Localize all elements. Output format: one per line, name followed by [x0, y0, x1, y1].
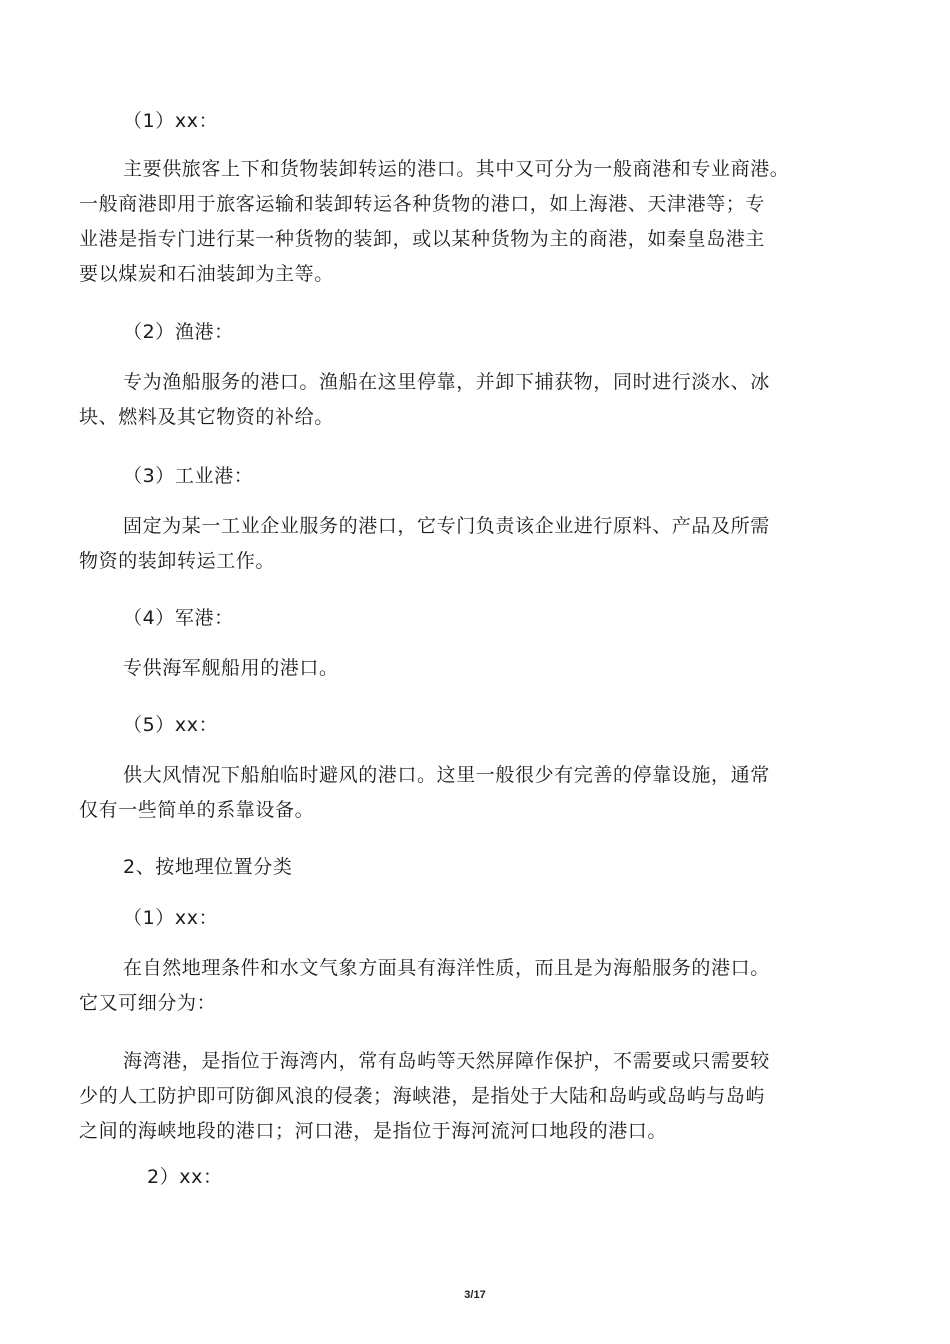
- paragraph-commercial-port-line-3: 业港是指专门进行某一种货物的装卸，或以某种货物为主的商港，如秦皇岛港主: [79, 228, 766, 250]
- heading-1-xx: （1）xx：: [123, 110, 219, 132]
- paragraph-commercial-port-line-4: 要以煤炭和石油装卸为主等。: [79, 263, 334, 285]
- heading-5-xx: （5）xx：: [123, 714, 219, 736]
- paragraph-sea-port-line-1: 在自然地理条件和水文气象方面具有海洋性质，而且是为海船服务的港口。: [123, 957, 770, 979]
- paragraph-bay-port-line-3: 之间的海峡地段的港口；河口港，是指位于海河流河口地段的港口。: [79, 1120, 668, 1142]
- paragraph-industrial-port-line-2: 物资的装卸转运工作。: [79, 550, 276, 572]
- paragraph-shelter-port-line-1: 供大风情况下船舶临时避风的港口。这里一般很少有完善的停靠设施，通常: [123, 764, 770, 786]
- heading-1-xx-geographic: （1）xx：: [123, 907, 219, 929]
- heading-2-fishing-port: （2）渔港：: [123, 321, 234, 343]
- heading-3-industrial-port: （3）工业港：: [123, 465, 254, 487]
- paragraph-military-port: 专供海军舰船用的港口。: [123, 657, 339, 679]
- paragraph-industrial-port-line-1: 固定为某一工业企业服务的港口，它专门负责该企业进行原料、产品及所需: [123, 515, 770, 537]
- paragraph-commercial-port-line-1: 主要供旅客上下和货物装卸转运的港口。其中又可分为一般商港和专业商港。: [123, 158, 790, 180]
- paragraph-bay-port-line-1: 海湾港，是指位于海湾内，常有岛屿等天然屏障作保护，不需要或只需要较: [123, 1050, 770, 1072]
- paragraph-bay-port-line-2: 少的人工防护即可防御风浪的侵袭；海峡港，是指处于大陆和岛屿或岛屿与岛屿: [79, 1085, 766, 1107]
- page-number: 3/17: [464, 1289, 486, 1301]
- heading-4-military-port: （4）军港：: [123, 607, 234, 629]
- paragraph-shelter-port-line-2: 仅有一些简单的系靠设备。: [79, 799, 315, 821]
- paragraph-commercial-port-line-2: 一般商港即用于旅客运输和装卸转运各种货物的港口，如上海港、天津港等；专: [79, 193, 766, 215]
- section-heading-geographic-classification: 2、按地理位置分类: [123, 856, 293, 878]
- paragraph-sea-port-line-2: 它又可细分为：: [79, 992, 217, 1014]
- paragraph-fishing-port-line-2: 块、燃料及其它物资的补给。: [79, 406, 334, 428]
- heading-2-xx-geographic: 2）xx：: [147, 1166, 223, 1188]
- paragraph-fishing-port-line-1: 专为渔船服务的港口。渔船在这里停靠，并卸下捕获物，同时进行淡水、冰: [123, 371, 770, 393]
